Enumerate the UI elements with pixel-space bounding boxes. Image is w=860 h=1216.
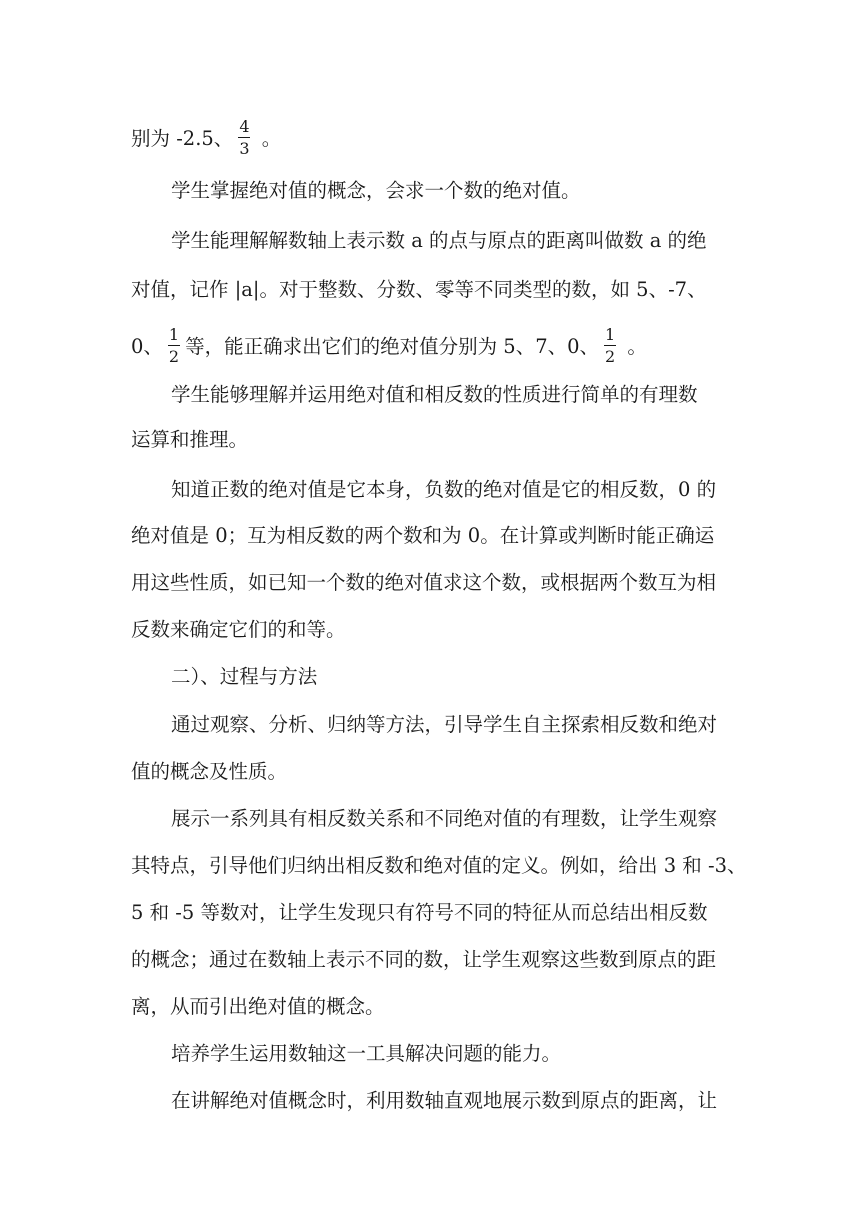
text-line-1 bbox=[131, 119, 731, 160]
fraction-denominator: 2 bbox=[168, 347, 180, 366]
text-line-11: 反数来确定它们的和等。 bbox=[131, 618, 346, 641]
fraction-denominator: 2 bbox=[605, 347, 616, 366]
line-5-middle: 等，能正确求出它们的绝对值分别为 5、7、0、 bbox=[185, 335, 600, 358]
section-heading: 二）、过程与方法 bbox=[171, 665, 318, 688]
text-line-7: 运算和推理。 bbox=[131, 428, 249, 451]
fraction-one-half-b bbox=[603, 325, 617, 366]
fraction-numerator: 1 bbox=[168, 325, 180, 344]
text-line-3: 学生能理解解数轴上表示数 a 的点与原点的距离叫做数 a 的绝 bbox=[171, 229, 707, 252]
fraction-denominator: 3 bbox=[239, 139, 250, 158]
text-line-19: 离，从而引出绝对值的概念。 bbox=[131, 995, 385, 1018]
text-line-9: 绝对值是 0；互为相反数的两个数和为 0。在计算或判断时能正确运 bbox=[131, 524, 715, 547]
fraction-four-thirds bbox=[237, 117, 251, 158]
text-line-13: 通过观察、分析、归纳等方法，引导学生自主探索相反数和绝对 bbox=[171, 713, 718, 736]
text-line-4: 对值，记作 |a|。对于整数、分数、零等不同类型的数，如 5、-7、 bbox=[131, 278, 707, 301]
text-line-18: 的概念；通过在数轴上表示不同的数，让学生观察这些数到原点的距 bbox=[131, 948, 717, 971]
line-5-start: 0、 bbox=[131, 335, 163, 358]
text-line-21: 在讲解绝对值概念时，利用数轴直观地展示数到原点的距离，让 bbox=[171, 1089, 718, 1112]
line-1-text: 别为 -2.5、 bbox=[131, 127, 234, 150]
line-5-end: 。 bbox=[621, 335, 647, 358]
text-line-14: 值的概念及性质。 bbox=[131, 760, 288, 783]
fraction-one-half-a bbox=[167, 325, 181, 366]
text-line-20: 培养学生运用数轴这一工具解决问题的能力。 bbox=[171, 1042, 562, 1065]
fraction-numerator: 4 bbox=[239, 117, 250, 136]
text-line-10: 用这些性质，如已知一个数的绝对值求这个数，或根据两个数互为相 bbox=[131, 571, 717, 594]
fraction-numerator: 1 bbox=[605, 325, 616, 344]
text-line-2: 学生掌握绝对值的概念，会求一个数的绝对值。 bbox=[171, 179, 581, 202]
text-line-16: 其特点，引导他们归纳出相反数和绝对值的定义。例如，给出 3 和 -3、 bbox=[131, 854, 747, 877]
line-1-end: 。 bbox=[255, 127, 282, 150]
text-line-8: 知道正数的绝对值是它本身，负数的绝对值是它的相反数，0 的 bbox=[171, 478, 717, 501]
text-line-15: 展示一系列具有相反数关系和不同绝对值的有理数，让学生观察 bbox=[171, 807, 718, 830]
text-line-17: 5 和 -5 等数对，让学生发现只有符号不同的特征从而总结出相反数 bbox=[131, 901, 708, 924]
text-line-5 bbox=[131, 327, 731, 368]
text-line-6: 学生能够理解并运用绝对值和相反数的性质进行简单的有理数 bbox=[171, 383, 698, 406]
